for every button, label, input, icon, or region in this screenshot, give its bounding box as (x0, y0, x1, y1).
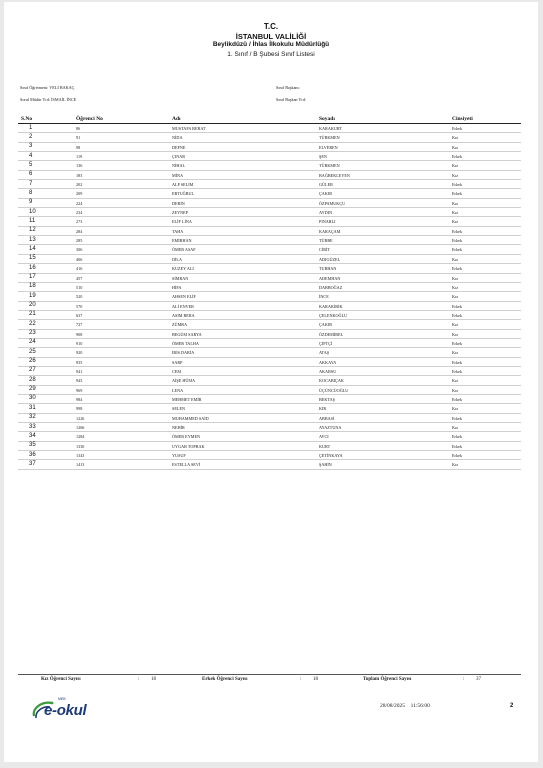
header-governorship: İSTANBUL VALİLİĞİ (235, 32, 307, 41)
col-header-sno: S.No (21, 116, 33, 122)
cell-name: ASIM BERA (172, 312, 195, 318)
cell-sno: 20 (29, 302, 36, 309)
cell-gender: Erkek (452, 266, 462, 272)
table-row (18, 133, 521, 142)
cell-student-no: 224 (76, 200, 83, 206)
cell-name: MİNA (172, 172, 184, 178)
cell-student-no: 285 (76, 238, 83, 244)
cell-student-no: 727 (76, 322, 83, 328)
cell-surname: KIR (319, 406, 327, 412)
table-row (18, 199, 521, 208)
cell-sno: 10 (29, 208, 36, 215)
cell-name: TAHA (172, 228, 184, 234)
cell-name: ÇINAR (172, 154, 186, 160)
cell-name: ALİ ENVER (172, 303, 194, 309)
table-row (18, 367, 521, 376)
cell-name: NİHAL (172, 163, 186, 169)
cell-sno: 34 (29, 432, 36, 439)
cell-gender: Kız (452, 425, 459, 430)
cell-gender: Kız (452, 322, 459, 328)
cell-name: BEGÜM SARYA (172, 331, 202, 337)
cell-student-no: 984 (76, 396, 83, 402)
cell-surname: ATAŞ (319, 350, 330, 356)
cell-student-no: 570 (76, 303, 83, 309)
print-date: 28/08/2025 (380, 703, 406, 709)
cell-surname: KURT (319, 443, 331, 449)
cell-gender: Kız (452, 200, 459, 206)
cell-surname: ADEMHAN (319, 275, 341, 281)
cell-student-no: 935 (76, 359, 83, 365)
cell-name: AİŞE HÜMA (172, 378, 196, 384)
cell-student-no: 136 (76, 163, 83, 169)
girls-count-value: 18 (151, 677, 156, 682)
cell-gender: Kız (452, 294, 459, 300)
cell-name: MUSTAFA BERAT (172, 126, 206, 131)
table-row (18, 208, 521, 217)
cell-name: YUSUF (172, 453, 186, 459)
cell-student-no: 908 (76, 331, 83, 337)
cell-student-no: 510 (76, 284, 83, 290)
cell-sno: 33 (29, 423, 36, 430)
cell-student-no: 943 (76, 378, 83, 384)
cell-surname: AKKAYA (319, 359, 337, 365)
cell-sno: 30 (29, 395, 36, 402)
cell-sno: 23 (29, 330, 36, 337)
cell-name: SELEN (172, 406, 186, 412)
cell-student-no: 306 (76, 247, 83, 253)
cell-sno: 13 (29, 236, 36, 243)
meta-teacher: Sınıf Öğretmeni: VELİ BAKAÇ (20, 85, 75, 90)
table-row (18, 451, 521, 460)
cell-surname: İNCE (319, 294, 329, 300)
cell-surname: AYDIN (319, 210, 333, 216)
cell-gender: Erkek (452, 228, 462, 234)
table-body (18, 124, 521, 470)
cell-surname: BEKTAŞ (319, 396, 335, 402)
cell-gender: Kız (452, 284, 459, 290)
cell-surname: AYAZTUNA (319, 425, 342, 430)
cell-gender: Kız (452, 135, 459, 141)
cell-student-no: 1284 (76, 434, 85, 440)
cell-student-no: 457 (76, 275, 83, 281)
header-class-list-title: 1. Sınıf / B Şubesi Sınıf Listesi (227, 51, 315, 58)
cell-sno: 7 (29, 180, 33, 187)
cell-sno: 36 (29, 451, 36, 458)
cell-name: DİLA (172, 256, 183, 262)
cell-gender: Kız (452, 172, 459, 178)
total-count-value: 37 (476, 677, 481, 682)
cell-sno: 29 (29, 386, 36, 393)
cell-sno: 5 (29, 161, 33, 168)
cell-gender: Erkek (452, 247, 462, 253)
cell-student-no: 910 (76, 340, 83, 346)
cell-sno: 37 (29, 460, 36, 467)
cell-gender: Erkek (452, 415, 462, 421)
cell-gender: Erkek (452, 340, 462, 346)
cell-sno: 25 (29, 348, 36, 355)
cell-name: SİMRAN (172, 275, 189, 281)
col-header-gender: Cinsiyeti (452, 116, 473, 122)
cell-student-no: 1266 (76, 425, 85, 430)
table-row (18, 423, 521, 432)
cell-sno: 4 (29, 152, 33, 159)
cell-name: ZÜMRA (172, 322, 188, 328)
cell-sno: 28 (29, 376, 36, 383)
table-row (18, 217, 521, 226)
cell-surname: DABBOĞAZ (319, 284, 343, 290)
cell-student-no: 284 (76, 228, 83, 234)
cell-sno: 9 (29, 199, 33, 206)
cell-name: ESTELLA SEVİ (172, 462, 201, 468)
cell-student-no: 920 (76, 350, 83, 356)
cell-gender: Kız (452, 331, 459, 337)
cell-student-no: 91 (76, 135, 81, 141)
cell-sno: 1 (29, 124, 33, 131)
cell-name: ALP SELİM (172, 182, 194, 188)
cell-gender: Kız (452, 406, 459, 412)
cell-name: LENA (172, 387, 184, 393)
table-row (18, 386, 521, 395)
print-datetime (380, 703, 430, 709)
cell-sno: 27 (29, 367, 36, 374)
meta-vice-president: Sınıf Başkan Yrd: (276, 97, 307, 102)
cell-surname: TÜRKMEN (319, 135, 340, 141)
cell-name: KUZEY ALİ (172, 266, 194, 272)
table-row (18, 274, 521, 283)
col-header-name: Adı (172, 116, 181, 122)
cell-name: ÖMER ASAF (172, 247, 196, 253)
cell-sno: 32 (29, 414, 36, 421)
table-row (18, 255, 521, 264)
boys-count-colon: : (300, 677, 302, 682)
cell-sno: 12 (29, 227, 36, 234)
cell-student-no: 183 (76, 172, 83, 178)
cell-student-no: 273 (76, 219, 83, 225)
girls-count-label: Kız Öğrenci Sayısı (41, 677, 81, 682)
cell-name: ELİF LİNA (172, 219, 192, 225)
cell-student-no: 119 (76, 154, 83, 160)
col-header-surname: Soyadı (319, 116, 335, 122)
cell-sno: 26 (29, 358, 36, 365)
cell-name: ZEYNEP (172, 210, 189, 216)
cell-name: EMİRHAN (172, 238, 192, 244)
table-row (18, 395, 521, 404)
footer-divider (18, 674, 521, 675)
cell-name: CEM (172, 368, 182, 374)
cell-name: NEHİR (172, 425, 185, 430)
cell-surname: ELVEREN (319, 144, 338, 150)
cell-name: UYGAR TOPRAK (172, 443, 205, 449)
cell-sno: 31 (29, 404, 36, 411)
cell-sno: 14 (29, 245, 36, 252)
table-row (18, 227, 521, 236)
cell-sno: 6 (29, 171, 33, 178)
total-count-label: Toplam Öğrenci Sayısı (363, 677, 412, 682)
cell-sno: 11 (29, 217, 36, 224)
boys-count-label: Erkek Öğrenci Sayısı (202, 677, 248, 682)
cell-surname: ADIGÜZEL (319, 256, 341, 262)
table-row (18, 302, 521, 311)
cell-surname: CİRİT (319, 247, 330, 253)
header-school: Beylikdüzü / İhlas İlkokulu Müdürlüğü (212, 41, 330, 48)
table-row (18, 189, 521, 198)
cell-gender: Erkek (452, 443, 462, 449)
page-number: 2 (510, 703, 514, 709)
table-row (18, 442, 521, 451)
cell-student-no: 86 (76, 126, 81, 131)
table-row (18, 358, 521, 367)
cell-sno: 35 (29, 442, 36, 449)
cell-surname: KARAKİBİK (319, 303, 343, 309)
meta-vice-principal: Sorul Müdür Yrd: İSMAİL İNCE (20, 97, 77, 102)
cell-gender: Erkek (452, 191, 462, 197)
cell-sno: 3 (29, 143, 33, 150)
print-time: 11:56:00 (410, 703, 430, 709)
cell-sno: 16 (29, 264, 36, 271)
cell-gender: Kız (452, 350, 459, 356)
cell-name: DEFNE (172, 144, 186, 150)
cell-surname: TURHAN (319, 266, 337, 272)
cell-student-no: 1343 (76, 453, 85, 459)
table-row (18, 245, 521, 254)
cell-surname: GÜLER (319, 182, 333, 188)
cell-student-no: 998 (76, 406, 83, 412)
cell-student-no: 1226 (76, 415, 85, 421)
cell-surname: ÖZPAMUKÇU (319, 200, 346, 206)
cell-gender: Kız (452, 144, 459, 150)
table-row (18, 236, 521, 245)
cell-sno: 15 (29, 255, 36, 262)
cell-name: İRİS DARİA (172, 350, 195, 356)
cell-name: AHSEN ELİF (172, 294, 196, 300)
cell-gender: Erkek (452, 368, 462, 374)
cell-gender: Erkek (452, 434, 462, 440)
cell-sno: 21 (29, 311, 36, 318)
cell-gender: Erkek (452, 359, 462, 365)
cell-student-no: 969 (76, 387, 83, 393)
cell-gender: Kız (452, 219, 459, 225)
cell-surname: ÇELENKOĞLU (319, 312, 348, 318)
cell-name: ÖMER EYMEN (172, 434, 201, 440)
boys-count-value: 18 (313, 677, 318, 682)
e-okul-logo-text: e-okul (44, 702, 87, 719)
cell-gender: Erkek (452, 303, 462, 309)
cell-surname: TÜRBE (319, 238, 333, 244)
cell-surname: KARAÇAM (319, 228, 341, 234)
cell-surname: PINARLI (319, 219, 336, 225)
table-row (18, 161, 521, 170)
cell-name: DERİN (172, 200, 185, 206)
cell-surname: ÖZDEMİREL (319, 331, 344, 337)
table-header (18, 115, 521, 124)
cell-student-no: 416 (76, 266, 83, 272)
cell-gender: Kız (452, 462, 459, 468)
cell-name: HİFA (172, 284, 182, 290)
cell-student-no: 1330 (76, 443, 85, 449)
cell-name: MUHAMMED SAİD (172, 415, 209, 421)
cell-gender: Kız (452, 275, 459, 281)
cell-gender: Kız (452, 378, 459, 384)
total-count-colon: : (463, 677, 465, 682)
cell-student-no: 637 (76, 312, 83, 318)
document-page (4, 2, 538, 762)
cell-surname: ÇAKIR (319, 191, 333, 197)
table-row (18, 376, 521, 385)
cell-gender: Kız (452, 163, 459, 169)
cell-name: MEHMET EMİR (172, 396, 202, 402)
table-row (18, 171, 521, 180)
table-row (18, 311, 521, 320)
table-row (18, 339, 521, 348)
cell-student-no: 202 (76, 182, 83, 188)
cell-surname: AKARSU (319, 368, 337, 374)
girls-count-colon: : (138, 677, 140, 682)
cell-surname: BAĞBEKLEYEN (319, 172, 350, 178)
cell-student-no: 941 (76, 368, 83, 374)
meta-class-president: Sınıf Başkanı: (276, 85, 300, 90)
cell-surname: ÇAKIR (319, 322, 333, 328)
cell-gender: Erkek (452, 126, 462, 131)
cell-gender: Erkek (452, 154, 462, 160)
table-row (18, 152, 521, 161)
cell-surname: KOCABIÇAK (319, 378, 344, 384)
cell-sno: 24 (29, 339, 36, 346)
table-row (18, 460, 521, 469)
cell-surname: AVCI (319, 434, 329, 440)
cell-surname: ÜÇÜNCÜOĞLU (319, 387, 349, 393)
table-row (18, 320, 521, 329)
header-tc: T.C. (263, 22, 279, 31)
cell-name: SARP (172, 359, 183, 365)
table-row (18, 292, 521, 301)
cell-sno: 17 (29, 274, 36, 280)
cell-surname: ŞAHİN (319, 462, 332, 468)
cell-surname: KARAKURT (319, 126, 343, 131)
table-row (18, 432, 521, 441)
table-row (18, 180, 521, 189)
cell-surname: ABBASİ (319, 415, 335, 421)
cell-surname: ŞEN (319, 154, 327, 160)
table-row (18, 283, 521, 292)
cell-name: ERTUĞRUL (172, 191, 195, 197)
table-row (18, 414, 521, 423)
cell-sno: 18 (29, 283, 36, 290)
cell-student-no: 98 (76, 144, 81, 150)
cell-gender: Erkek (452, 312, 462, 318)
cell-sno: 8 (29, 189, 33, 196)
cell-student-no: 1413 (76, 462, 85, 468)
table-row (18, 143, 521, 152)
cell-sno: 2 (29, 133, 33, 140)
cell-gender: Kız (452, 210, 459, 216)
cell-name: NİDA (172, 135, 183, 141)
cell-gender: Erkek (452, 396, 462, 402)
table-row (18, 330, 521, 339)
cell-gender: Kız (452, 387, 459, 393)
table-row (18, 404, 521, 413)
cell-sno: 19 (29, 292, 36, 299)
cell-gender: Erkek (452, 238, 462, 244)
cell-sno: 22 (29, 320, 36, 327)
cell-student-no: 209 (76, 191, 83, 197)
cell-gender: Erkek (452, 453, 462, 459)
table-row (18, 124, 521, 133)
table-row (18, 264, 521, 273)
col-header-student-no: Öğrenci No (76, 116, 103, 122)
cell-name: ÖMER TALHA (172, 340, 199, 346)
table-row (18, 348, 521, 357)
cell-student-no: 406 (76, 256, 83, 262)
cell-surname: ÇİFTÇİ (319, 340, 333, 346)
cell-surname: TÜRKMEN (319, 163, 340, 169)
cell-student-no: 234 (76, 210, 83, 216)
cell-gender: Kız (452, 256, 459, 262)
cell-student-no: 520 (76, 294, 83, 300)
cell-gender: Erkek (452, 182, 462, 188)
meb-logo-text: MEB (58, 697, 66, 701)
cell-surname: ÇETİNKAYA (319, 453, 343, 459)
